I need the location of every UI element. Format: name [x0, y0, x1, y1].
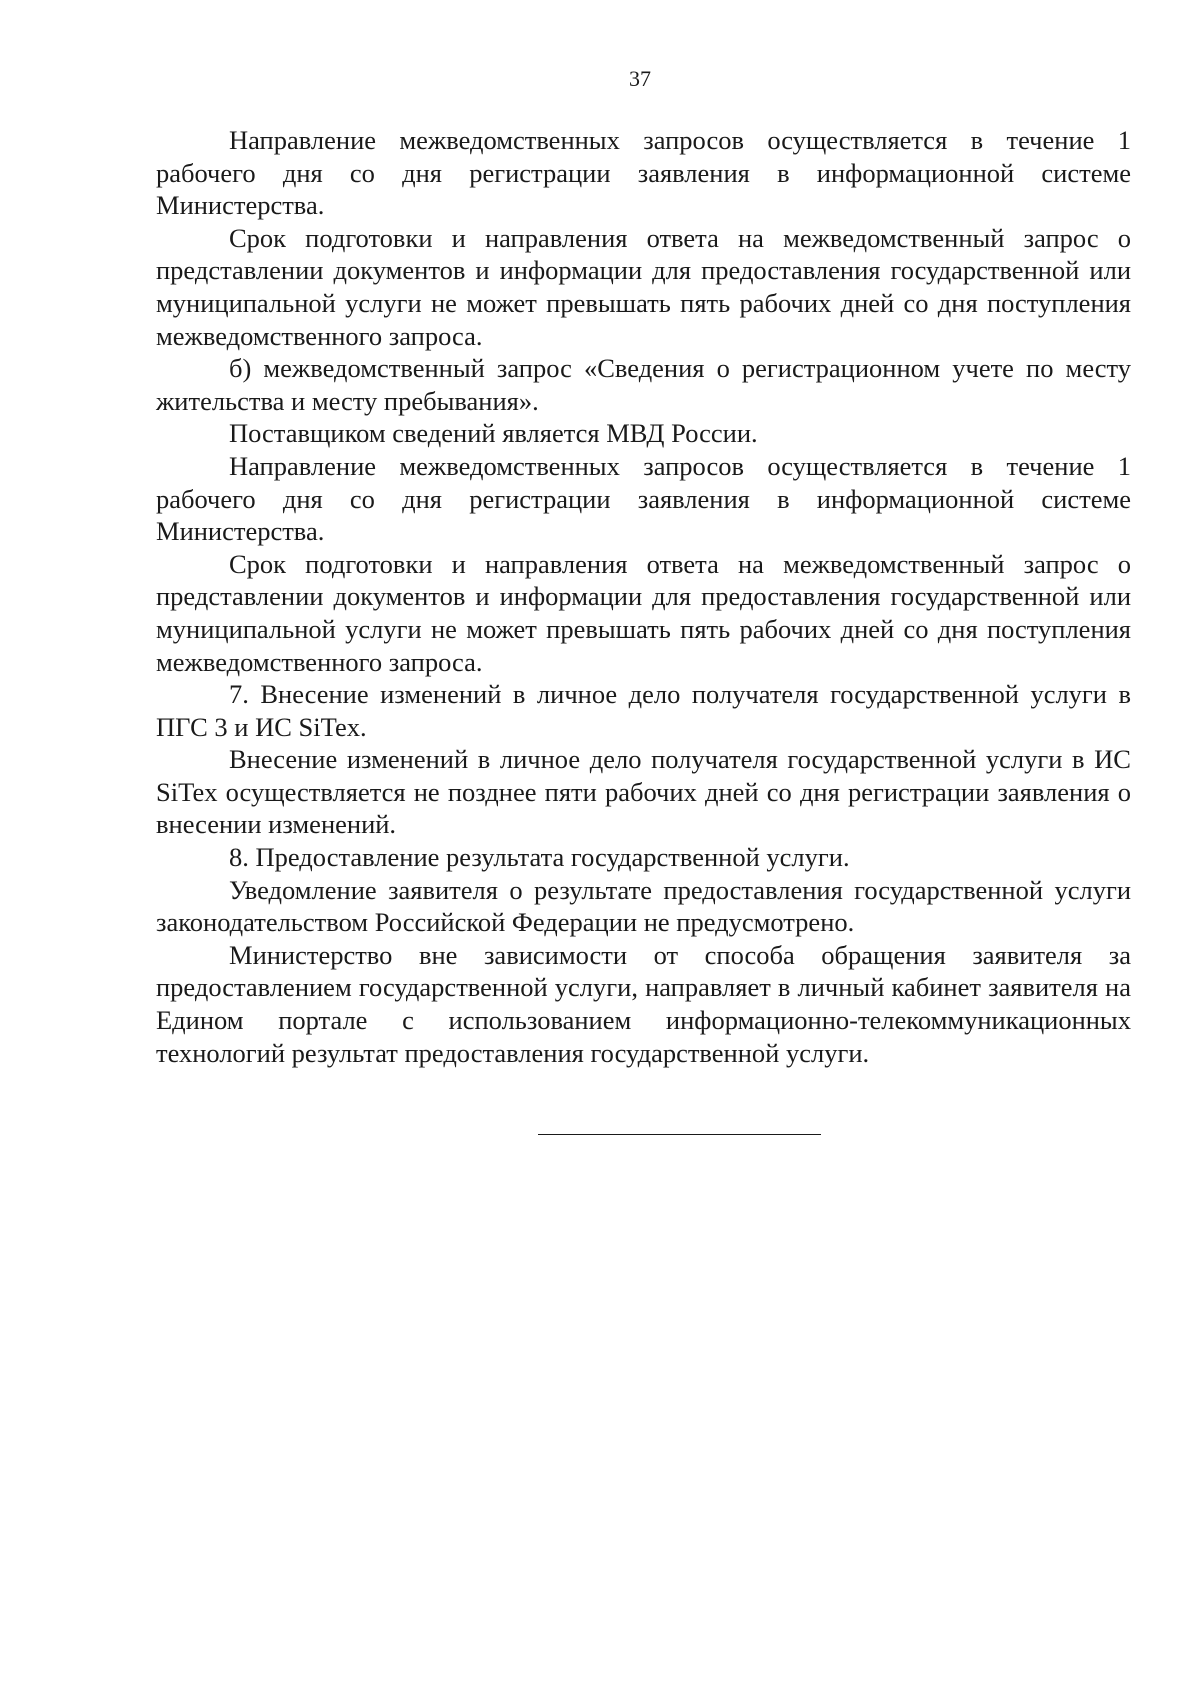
paragraph-personal-file-changes: Внесение изменений в личное дело получателя государственной услуги в ИС SiTex осуществляется не позднее пяти рабочих дней со дня регистрации заявления о внесении изменений. [156, 744, 1131, 840]
paragraph-applicant-notification: Уведомление заявителя о результате предоставления государственной услуги законодательством Российской Федерации не предусмотрено. [156, 874, 1131, 938]
document-body [156, 124, 1131, 1069]
paragraph-data-provider: Поставщиком сведений является МВД России. [229, 418, 758, 449]
paragraph-response-deadline-2: Срок подготовки и направления ответа на межведомственный запрос о представлении документов и информации для предоставления государственной или муниципальной услуги не может превышать пять рабочих дней со дня поступления межведомственного запроса. [156, 548, 1131, 677]
paragraph-result-delivery: Министерство вне зависимости от способа обращения заявителя за предоставлением государственной услуги, направляет в личный кабинет заявителя на Едином портале с использованием информационно-телекоммуникационных технологий результат предоставления государственной услуги. [156, 939, 1131, 1068]
paragraph-interdepartmental-request-timing-2: Направление межведомственных запросов осуществляется в течение 1 рабочего дня со дня регистрации заявления в информационной системе Министерства. [156, 450, 1131, 547]
page-number: 37 [629, 66, 651, 91]
paragraph-registration-request: б) межведомственный запрос «Сведения о регистрационном учете по месту жительства и месту пребывания». [156, 353, 1131, 416]
closing-divider-line [538, 1134, 821, 1135]
paragraph-section-8-heading: 8. Предоставление результата государственной услуги. [229, 842, 850, 873]
paragraph-response-deadline-1: Срок подготовки и направления ответа на межведомственный запрос о представлении документов и информации для предоставления государственной или муниципальной услуги не может превышать пять рабочих дней со дня поступления межведомственного запроса. [156, 222, 1131, 351]
paragraph-section-7-heading: 7. Внесение изменений в личное дело получателя государственной услуги в ПГС 3 и ИС SiTex. [156, 679, 1131, 742]
paragraph-interdepartmental-request-timing-1: Направление межведомственных запросов осуществляется в течение 1 рабочего дня со дня регистрации заявления в информационной системе Министерства. [156, 125, 1131, 221]
